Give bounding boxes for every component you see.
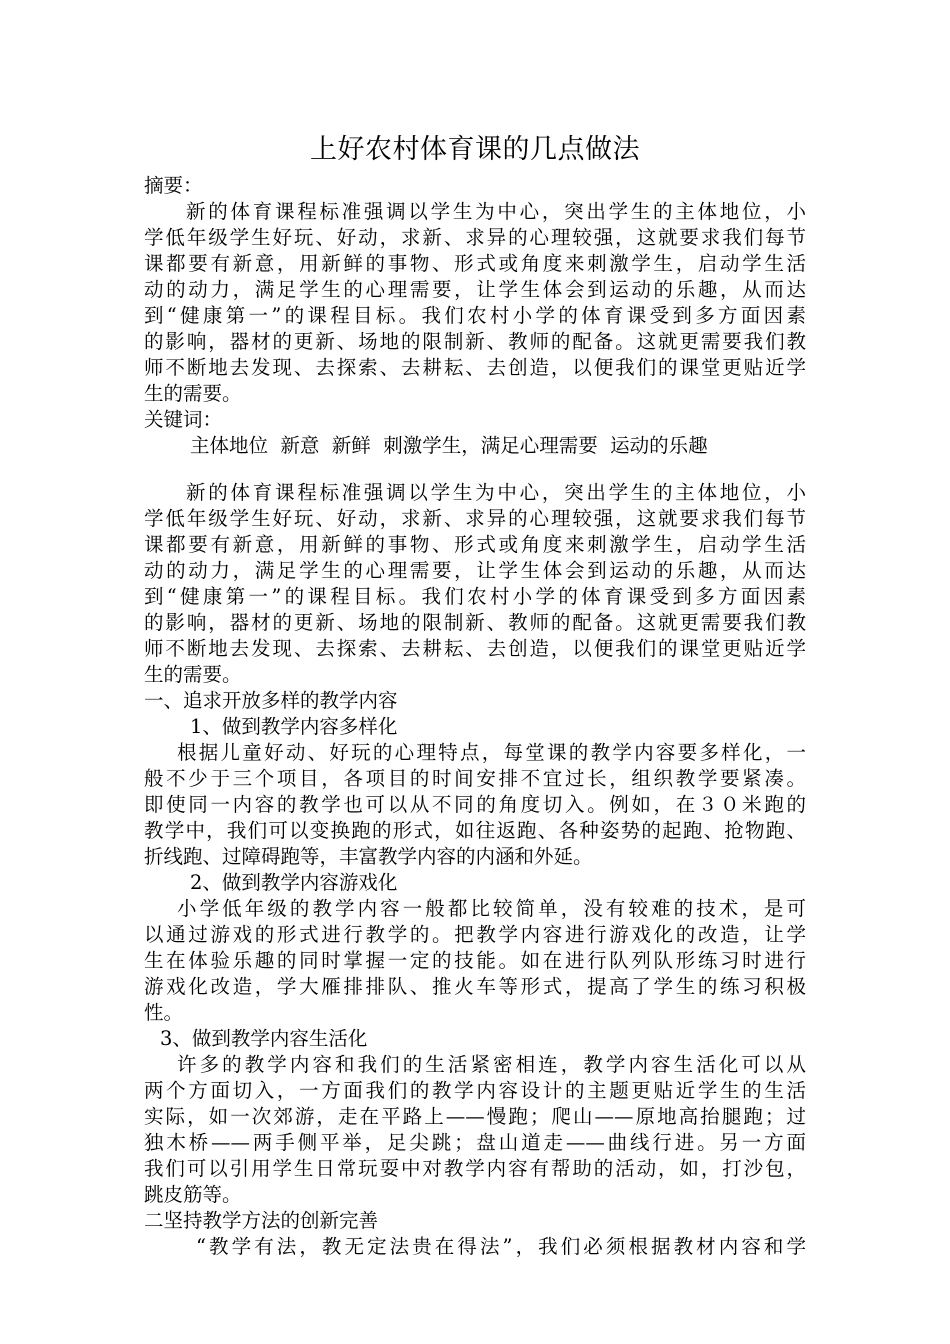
sub3-line: 两个方面切入，一方面我们的教学内容设计的主题更贴近学生的生活 — [144, 1079, 806, 1102]
sub2-heading: 2、做到教学内容游戏化 — [190, 871, 398, 894]
sub2-line: 生在体验乐趣的同时掌握一定的技能。如在进行队列队形练习时进行 — [144, 949, 806, 972]
section1-heading: 一、追求开放多样的教学内容 — [144, 689, 398, 712]
abstract-line: 学低年级学生好玩、好动，求新、求异的心理较强，这就要求我们每节 — [144, 226, 806, 249]
sub1-heading: 1、做到教学内容多样化 — [190, 715, 398, 738]
sub3-line: 独木桥——两手侧平举，足尖跳；盘山道走——曲线行进。另一方面 — [144, 1131, 806, 1154]
sub3-line: 跳皮筋等。 — [144, 1183, 242, 1206]
abstract-line: 到“健康第一”的课程目标。我们农村小学的体育课受到多方面因素 — [144, 304, 806, 327]
sub2-line: 游戏化改造，学大雁排排队、推火车等形式，提高了学生的练习积极 — [144, 975, 806, 998]
intro-line: 的影响，器材的更新、场地的限制新、教师的配备。这就更需要我们教 — [144, 611, 806, 634]
sub1-line: 般不少于三个项目，各项目的时间安排不宜过长，组织教学要紧凑。 — [144, 767, 806, 790]
intro-line: 课都要有新意，用新鲜的事物、形式或角度来刺激学生，启动学生活 — [144, 533, 806, 556]
abstract-line: 课都要有新意，用新鲜的事物、形式或角度来刺激学生，启动学生活 — [144, 252, 806, 275]
abstract-line: 动的动力，满足学生的心理需要，让学生体会到运动的乐趣，从而达 — [144, 278, 806, 301]
intro-line: 动的动力，满足学生的心理需要，让学生体会到运动的乐趣，从而达 — [144, 559, 806, 582]
sub3-heading: 3、做到教学内容生活化 — [160, 1027, 368, 1050]
intro-line: 到“健康第一”的课程目标。我们农村小学的体育课受到多方面因素 — [144, 585, 806, 608]
document-title: 上好农村体育课的几点做法 — [310, 134, 640, 165]
intro-line: 新的体育课程标准强调以学生为中心，突出学生的主体地位，小 — [186, 481, 806, 504]
sub2-line: 小学低年级的教学内容一般都比较简单，没有较难的技术，是可 — [177, 897, 806, 920]
sub1-line: 根据儿童好动、好玩的心理特点，每堂课的教学内容要多样化，一 — [177, 741, 806, 764]
sub1-line: 教学中，我们可以变换跑的形式，如往返跑、各种姿势的起跑、抢物跑、 — [144, 819, 806, 842]
intro-line: 学低年级学生好玩、好动，求新、求异的心理较强，这就要求我们每节 — [144, 507, 806, 530]
intro-line: 师不断地去发现、去探索、去耕耘、去创造，以便我们的课堂更贴近学 — [144, 637, 806, 660]
abstract-line: 的影响，器材的更新、场地的限制新、教师的配备。这就更需要我们教 — [144, 330, 806, 353]
abstract-label: 摘要： — [144, 174, 203, 197]
abstract-line: 师不断地去发现、去探索、去耕耘、去创造，以便我们的课堂更贴近学 — [144, 356, 806, 379]
intro-line: 生的需要。 — [144, 663, 242, 686]
sub3-line: 实际，如一次郊游，走在平路上——慢跑；爬山——原地高抬腿跑；过 — [144, 1105, 806, 1128]
sub3-line: 我们可以引用学生日常玩耍中对教学内容有帮助的活动，如，打沙包， — [144, 1157, 806, 1180]
sub3-line: 许多的教学内容和我们的生活紧密相连，教学内容生活化可以从 — [177, 1053, 806, 1076]
abstract-line: 生的需要。 — [144, 382, 242, 405]
keywords-line: 主体地位 新意 新鲜 刺激学生，满足心理需要 运动的乐趣 — [190, 434, 708, 457]
sub2-line: 以通过游戏的形式进行教学的。把教学内容进行游戏化的改造，让学 — [144, 923, 806, 946]
section2-line: “教学有法，教无定法贵在得法”，我们必须根据教材内容和学 — [196, 1235, 806, 1258]
sub1-line: 即使同一内容的教学也可以从不同的角度切入。例如，在３０米跑的 — [144, 793, 806, 816]
sub1-line: 折线跑、过障碍跑等，丰富教学内容的内涵和外延。 — [144, 845, 593, 868]
keywords-label: 关键词： — [144, 408, 223, 431]
section2-heading: 二坚持教学方法的创新完善 — [144, 1209, 379, 1232]
sub2-line: 性。 — [144, 1001, 184, 1024]
abstract-line: 新的体育课程标准强调以学生为中心，突出学生的主体地位，小 — [186, 200, 806, 223]
